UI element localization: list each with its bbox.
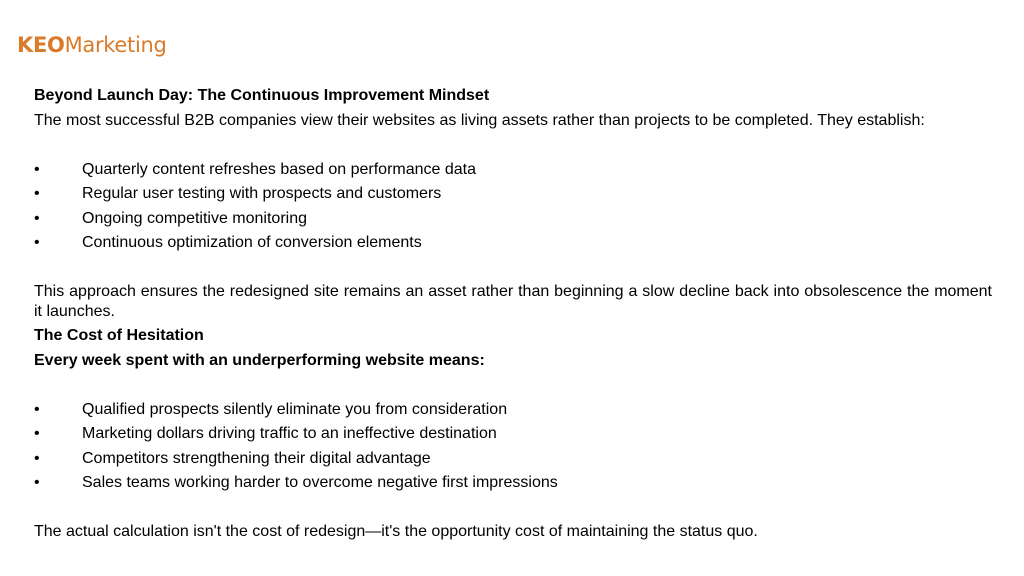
bullet-icon: • xyxy=(34,160,40,178)
document-body xyxy=(34,84,992,545)
bullet-icon: • xyxy=(34,425,40,442)
logo-text-light: Marketing xyxy=(64,33,167,57)
bullet-list xyxy=(34,158,992,256)
list-item-text: Marketing dollars driving traffic to an ineffective destination xyxy=(82,425,497,442)
list-item-text: Sales teams working harder to overcome negative first impressions xyxy=(82,474,558,491)
bullet-icon: • xyxy=(34,234,40,251)
closing-paragraph: The actual calculation isn't the cost of redesign—it's the opportunity cost of maintaining the status quo. xyxy=(34,523,758,540)
spacer xyxy=(34,373,992,398)
bullet-icon: • xyxy=(34,474,40,491)
spacer xyxy=(34,496,992,521)
list-item-text: Quarterly content refreshes based on performance data xyxy=(82,160,476,178)
conclusion-paragraph: This approach ensures the redesigned site remains an asset rather than beginning a slow decline back into obsolescence the moment it launches. xyxy=(34,283,992,320)
brand-logo xyxy=(17,31,167,59)
bullet-icon: • xyxy=(34,185,40,202)
spacer xyxy=(34,133,992,158)
list-item-text: Continuous optimization of conversion elements xyxy=(82,234,422,251)
list-item xyxy=(34,422,992,447)
intro-paragraph: The most successful B2B companies view their websites as living assets rather than projects to be completed. They establish: xyxy=(34,111,925,129)
list-item xyxy=(34,207,992,232)
section-subheading: Every week spent with an underperforming website means: xyxy=(34,351,485,369)
list-item-text: Ongoing competitive monitoring xyxy=(82,209,308,227)
list-item xyxy=(34,398,992,423)
logo-text-strong: KEO xyxy=(17,33,65,57)
section-heading: The Cost of Hesitation xyxy=(34,327,204,344)
list-item xyxy=(34,447,992,472)
bullet-icon: • xyxy=(34,400,40,418)
list-item xyxy=(34,471,992,496)
bullet-icon: • xyxy=(34,209,40,227)
list-item-text: Regular user testing with prospects and customers xyxy=(82,185,442,202)
list-item xyxy=(34,231,992,256)
bullet-list xyxy=(34,398,992,496)
section-heading: Beyond Launch Day: The Continuous Improvement Mindset xyxy=(34,87,490,104)
list-item-text: Competitors strengthening their digital advantage xyxy=(82,449,431,467)
list-item xyxy=(34,158,992,183)
list-item xyxy=(34,182,992,207)
list-item-text: Qualified prospects silently eliminate you from consideration xyxy=(82,400,508,418)
bullet-icon: • xyxy=(34,449,40,467)
spacer xyxy=(34,256,992,281)
